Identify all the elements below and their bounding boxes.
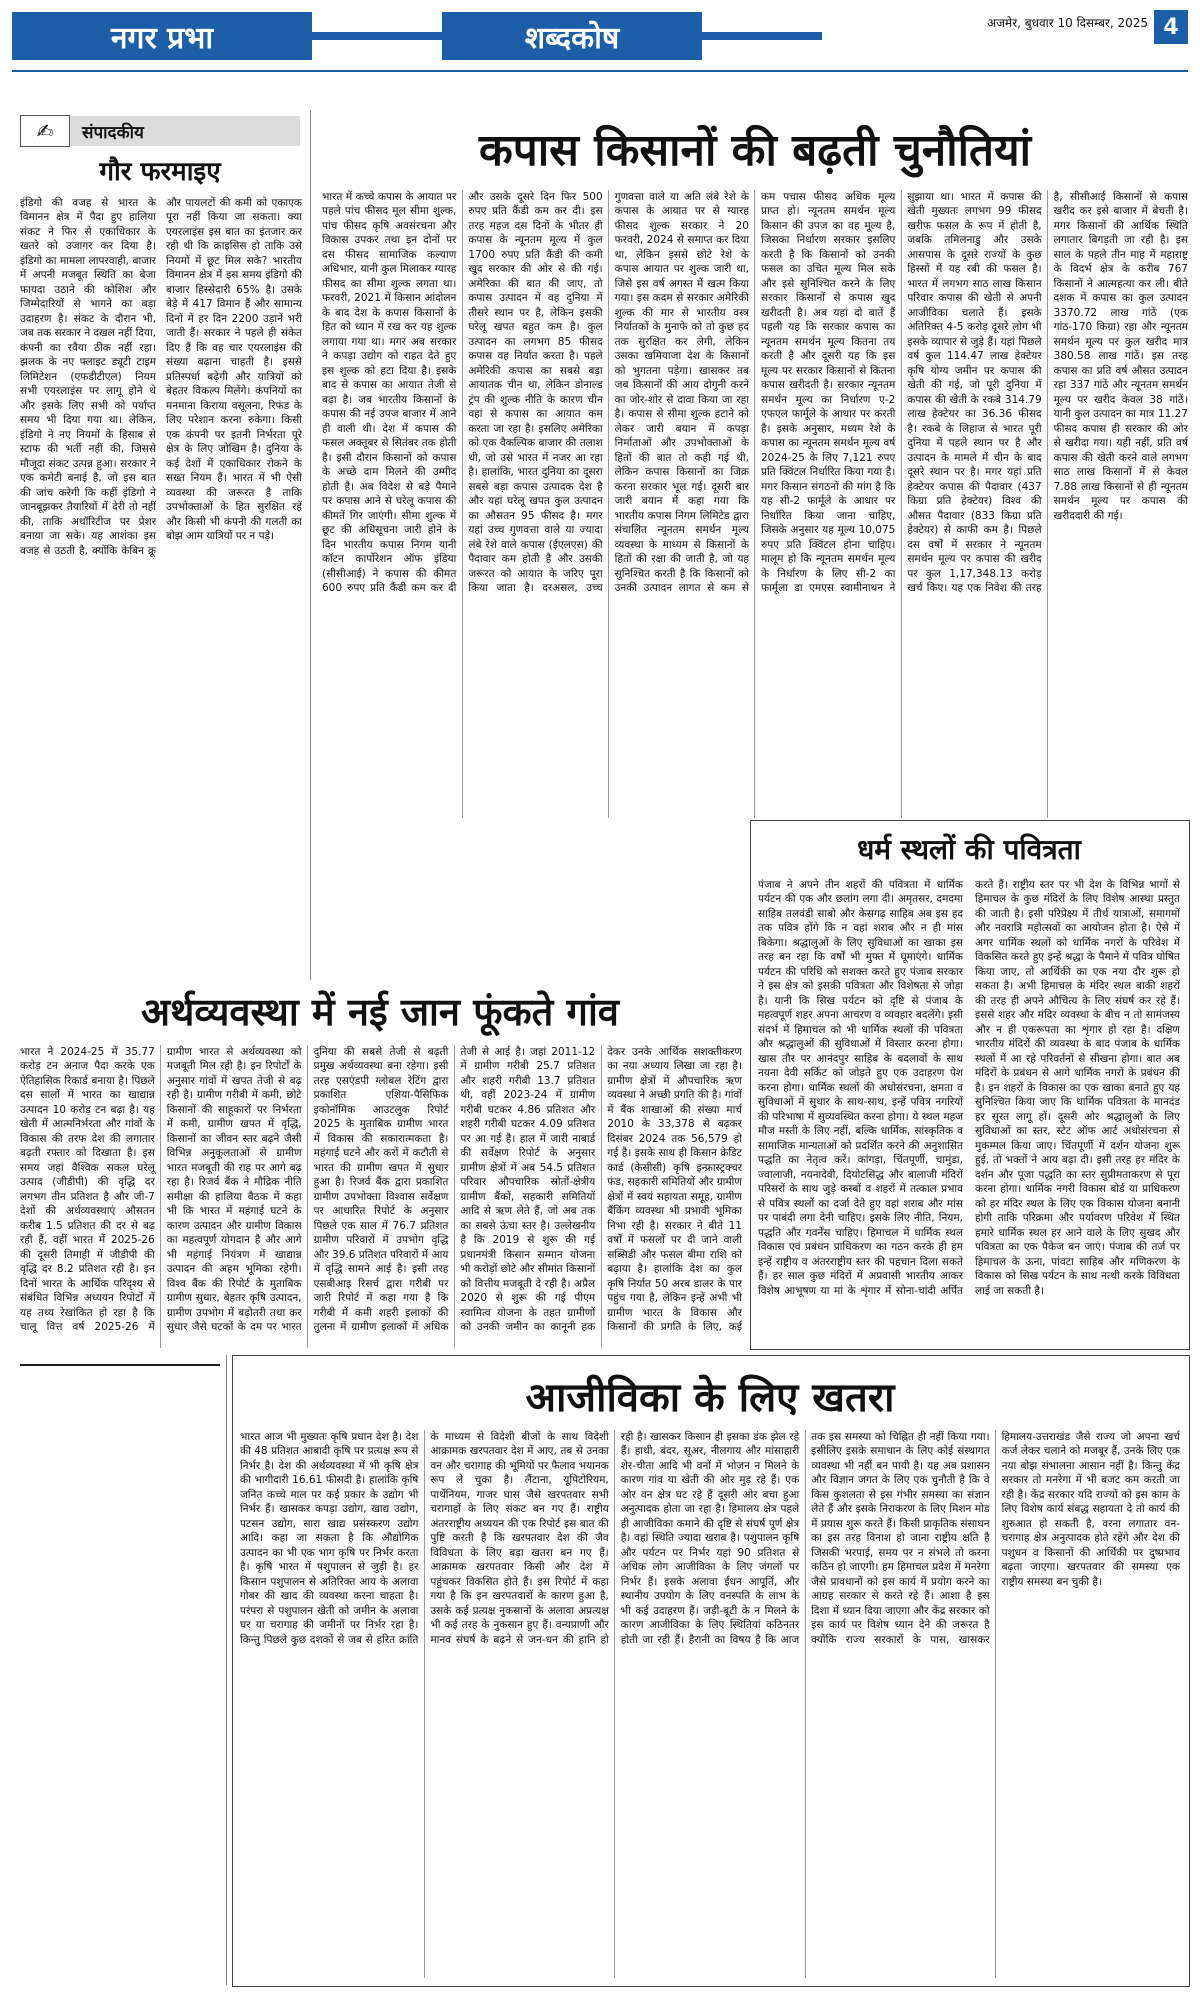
page-header — [12, 8, 1188, 64]
article-villages-body-top — [20, 1045, 742, 1348]
header-stripe-right — [702, 32, 822, 40]
section-title-mid: शब्दकोष — [442, 12, 702, 60]
pen-icon: ✍ — [20, 115, 70, 147]
column-separator — [310, 110, 311, 980]
article-livelihood-body — [240, 1430, 1180, 1978]
column-separator-bottom — [226, 1355, 227, 1985]
article-religious-title: धर्म स्थलों की पवित्रता — [857, 833, 1081, 866]
continuation-rule — [20, 1364, 220, 1366]
page-number: 4 — [1154, 10, 1188, 44]
article-religious-body — [758, 878, 1180, 1342]
editorial-text: इंडिगो की वजह से भारत के विमानन क्षेत्र में पैदा हुए हालिया संकट ने फिर से एकाधिकार के खतरे को उजागर कर दिया है। इंडिगो का मामला लापरवाही, बाजार में अपनी मजबूत स्थिति का बेजा फायदा उठाने की कोशिश और जिम्मेदारियों से भागने का बड़ा उदाहरण है। संकट के दौरान भी, जब तक सरकार ने दखल नहीं दिया, कंपनी का रवैया ठीक नहीं रहा। झलक के नए फ्लाइट ड्यूटी टाइम लिमिटेशन (एफडीटीएल) नियम सभी एयरलाइंस पर लागू होने थे और इसके लिए सभी को पर्याप्त समय भी दिया गया था। लेकिन, इंडिगो ने नए नियमों के हिसाब से स्टाफ की भर्ती नहीं की, जिससे मौजूदा संकट उत्पन्न हुआ। सरकार ने एक कमेटी बनाई है, जो इस बात की जांच करेगी कि कहीं इंडिगो ने जानबूझकर तैयारियों में देरी तो नहीं की, ताकि अथॉरिटीज पर प्रेशर बनाया जा सके। यह आशंका इस वजह से उठती है, क्योंकि केबिन क्रू और पायलटों की कमी को एकाएक पूरा नहीं किया जा सकता। क्या एयरलाइंस इस बात का इंतजार कर रही थी कि क्राइसिस हो ताकि उसे नियमों में छूट मिल सके? भारतीय विमानन क्षेत्र में इस समय इंडिगो की बाजार हिस्सेदारी 65% है। उसके बेड़े में 417 विमान हैं और सामान्य दिनों में हर दिन 2200 उड़ानें भरी जाती हैं। सरकार ने पहले ही संकेत दिए हैं कि वह चार एयरलाइंस की संख्या बढ़ाना चाहती है। इससे प्रतिस्पर्धा बढ़ेगी और यात्रियों को बेहतर विकल्प मिलेंगे। कंपनियों का मनमाना किराया वसूलना, रिफंड के लिए परेशान करना रुकेगा। किसी एक कंपनी पर इतनी निर्भरता पूरे क्षेत्र के लिए जोखिम है। दुनिया के कई देशों में एकाधिकार रोकने के सख्त नियम हैं। भारत में भी ऐसी व्यवस्था की जरूरत है ताकि उपभोक्ताओं के हित सुरक्षित रहें और किसी भी कंपनी की गलती का बोझ आम यात्रियों पर न पड़े। — [20, 197, 302, 557]
section-title-left: नगर प्रभा — [12, 12, 312, 60]
article-villages-continued — [20, 1358, 220, 1984]
editorial-label: संपादकीय — [82, 122, 144, 143]
header-stripe — [312, 32, 442, 40]
article-cotton-text: भारत में कच्चे कपास के आयात पर पहले पांच फीसद मूल सीमा शुल्क, पांच फीसद कृषि अवसंरचना और विकास उपकर तथा इन दोनों पर दस फीसद सामाजिक कल्याण अधिभार, यानी कुल मिलाकर ग्यारह फीसद का सीमा शुल्क लगता था। फरवरी, 2021 में किसान आंदोलन के बाद देश के कपास किसानों के हित को ध्यान में रख कर यह शुल्क लगाया गया था। मगर अब सरकार ने कपड़ा उद्योग को राहत देते हुए इस शुल्क को हटा दिया है। इसके बाद से कपास का आयात तेजी से बढ़ा है। जब भारतीय किसानों के कपास की नई उपज बाजार में आने ही वाली थी। देश में कपास की फसल अक्तूबर से सितंबर तक होती है। इसी दौरान किसानों को कपास के अच्छे दाम मिलने की उम्मीद होती है। अब विदेश से बड़े पैमाने पर कपास आने से घरेलू कपास की कीमतें गिर जाएंगी। सीमा शुल्क में छूट की अधिसूचना जारी होने के दिन भारतीय कपास निगम यानी कॉटन कार्पोरेशन ऑफ इंडिया (सीसीआई) ने कपास की कीमत 600 रुपए प्रति कैंडी कम कर दी और उसके दूसरे दिन फिर 500 रुपए प्रति कैंडी कम कर दी। इस तरह महज दस दिनों के भीतर ही कपास के न्यूनतम मूल्य में कुल 1700 रुपए प्रति कैंडी की कमी खुद सरकार की ओर से की गई। अमेरिका की बात की जाए, तो कपास उत्पादन में वह दुनिया में तीसरे स्थान पर है, लेकिन इसकी घरेलू खपत बहुत कम है। कुल उत्पादन का लगभग 85 फीसद कपास वह निर्यात करता है। पहले अमेरिकी कपास का सबसे बड़ा आयातक चीन था, लेकिन डोनाल्ड ट्रंप की शुल्क नीति के कारण चीन वहां से कपास का आयात कम करता जा रहा है। इसलिए अमेरिका को एक वैकल्पिक बाजार की तलाश थी, जो उसे भारत में नजर आ रहा है। हालांकि, भारत दुनिया का दूसरा सबसे बड़ा कपास उत्पादक देश है और यहां घरेलू खपत कुल उत्पादन का औसतन 95 फीसद है। मगर यहां उच्च गुणवत्ता वाले या ज्यादा लंबे रेशे वाले कपास (ईएलएस) की पैदावार कम होती है और उसकी जरूरत को आयात के जरिए पूरा किया जाता है। दरअसल, उच्च गुणवत्ता वाले या अति लंबे रेशे के कपास के आयात पर से ग्यारह फीसद शुल्क सरकार ने 20 फरवरी, 2024 से समाप्त कर दिया था, लेकिन इससे छोटे रेशे के कपास आयात पर शुल्क जारी था, जिसे इस वर्ष अगस्त में खत्म किया गया। इस कदम से सरकार अमेरिकी शुल्क की मार से भारतीय वस्त्र निर्यातकों के मुनाफे को तो कुछ हद तक सुरक्षित कर लेगी, लेकिन उसका खमियाजा देश के किसानों को भुगतना पड़ेगा। खासकर तब जब किसानों की आय दोगुनी करने का जोर-शोर से दावा किया जा रहा है। कपास से सीमा शुल्क हटाने को लेकर जारी बयान में कपड़ा निर्माताओं और उपभोक्ताओं के हितों की बात तो कही गई थी, लेकिन कपास किसानों का जिक्र करना सरकार भूल गई। दूसरी बार जारी बयान में कहा गया कि भारतीय कपास निगम लिमिटेड द्वारा संचालित न्यूनतम समर्थन मूल्य व्यवस्था के माध्यम से किसानों के हितों की रक्षा की जाती है, जो यह सुनिश्चित करती है कि किसानों को उनकी उत्पादन लागत से कम से कम पचास फीसद अधिक मूल्य प्राप्त हो। न्यूनतम समर्थन मूल्य किसान की उपज का वह मूल्य है, जिसका निर्धारण सरकार इसलिए करती है कि किसानों को उनकी फसल का उचित मूल्य मिल सके और इसे सुनिश्चित करने के लिए सरकार किसानों से कपास खुद खरीदती है। अब यहां दो बातें हैं पहली यह कि सरकार कपास का न्यूनतम समर्थन मूल्य कितना तय करती है और दूसरी यह कि इस मूल्य पर सरकार किसानों से कितना कपास खरीदती है। सरकार न्यूनतम समर्थन मूल्य का निर्धारण ए-2 एफएल फार्मूले के आधार पर करती है। इसके अनुसार, मध्यम रेशे के कपास का न्यूनतम समर्थन मूल्य वर्ष 2024-25 के लिए 7,121 रुपए प्रति क्विंटल निर्धारित किया गया है। मगर किसान संगठनों की मांग है कि यह सी-2 फार्मूले के आधार पर निर्धारित किया जाना चाहिए, जिसके अनुसार यह मूल्य 10,075 रुपए प्रति क्विंटल होना चाहिए। मालूम हो कि न्यूनतम समर्थन मूल्य के निर्धारण के लिए सी-2 का फार्मूला डा एमएस स्वामीनाथन ने सुझाया था। भारत में कपास की खेती मुख्यतः लगभग 99 फीसद खरीफ फसल के रूप में होती है, जबकि तमिलनाडु और उसके आसपास के दूसरे राज्यों के कुछ हिस्सों में यह रबी की फसल है। भारत में लगभग साठ लाख किसान परिवार कपास की खेती से अपनी आजीविका चलाते हैं। इसके अतिरिक्त 4-5 करोड़ दूसरे लोग भी इसके व्यापार से जुड़े हैं। यहां पिछले वर्ष कुल 114.47 लाख हेक्टेयर कृषि योग्य जमीन पर कपास की खेती की गई, जो पूरी दुनिया में कपास की खेती के रकबे 314.79 लाख हेक्टेयर का 36.36 फीसद है। रकबे के लिहाज से भारत पूरी दुनिया में पहले स्थान पर है और उत्पादन के मामले में चीन के बाद दूसरे स्थान पर है। मगर यहां प्रति हेक्टेयर कपास की पैदावार (437 किग्रा प्रति हेक्टेयर) विश्व की औसत पैदावार (833 किग्रा प्रति हेक्टेयर) से काफी कम है। पिछले दस वर्षों में सरकार ने न्यूनतम समर्थन मूल्य पर कपास की खरीद पर कुल 1,17,348.13 करोड़ खर्च किए। यह एक निवेश की तरह है, सीसीआई किसानों से कपास खरीद कर इसे बाजार में बेचती है। मगर किसानों की आर्थिक स्थिति लगातार बिगड़ती जा रही है। इस साल के पहले तीन माह में महाराष्ट्र के विदर्भ क्षेत्र के करीब 767 किसानों ने आत्महत्या कर ली। बीते दशक में कपास का कुल उत्पादन 3370.72 लाख गांठें (एक गांठ-170 किग्रा) रहा और न्यूनतम समर्थन मूल्य पर कुल खरीद मात्र 380.58 लाख गांठें। इस तरह कपास का प्रति वर्ष औसत उत्पादन रहा 337 गांठें और न्यूनतम समर्थन मूल्य पर खरीद केवल 38 गांठें। यानी कुल उत्पादन का मात्र 11.27 फीसद कपास ही सरकार की ओर से खरीदा गया। यही नहीं, प्रति वर्ष कपास की खेती करने वाले लगभग साठ लाख किसानों में से केवल 7.88 लाख किसानों से ही न्यूनतम समर्थन मूल्य पर कपास की खरीददारी की गई। — [322, 191, 1188, 595]
article-villages-title: अर्थव्यवस्था में नई जान फूंकते गांव — [141, 989, 619, 1034]
article-livelihood-text: भारत आज भी मुख्यतः कृषि प्रधान देश है। देश की 48 प्रतिशत आबादी कृषि पर प्रत्यक्ष रूप से निर्भर है। देश की अर्थव्यवस्था में भी कृषि क्षेत्र की भागीदारी 16.61 फीसदी है। हालांकि कृषि जनित कच्चे माल पर कई प्रकार के उद्योग भी निर्भर हैं। खासकर कपड़ा उद्योग, खाद्य उद्योग, पटसन उद्योग, सारा खाद्य प्रसंस्करण उद्योग आदि। कहा जा सकता है कि औद्योगिक उत्पादन का भी एक भाग कृषि पर निर्भर करता है। कृषि भारत में पशुपालन से जुड़ी है। हर किसान पशुपालन से अतिरिक्त आय के अलावा गोबर की खाद की व्यवस्था करना चाहता है। परंपरा से पशुपालन खेती को जमीन के अलावा घर या चरागाह की जमीनों पर निर्भर रहा है। किन्तु पिछले कुछ दशकों से जब से हरित क्रांति के माध्यम से विदेशी बीजों के साथ विदेशी आक्रामक खरपतवार देश में आए, तब से उनका वन और चरागाह की भूमियों पर फैलाव भयानक रूप ले चुका है। लैंटाना, यूपिटोरियम, पार्थेनियम, गाजर घास जैसे खरपतवार सभी चरागाहों के लिए संकट बन गए हैं। राष्ट्रीय अंतरराष्ट्रीय अध्ययन की एक रिपोर्ट इस बात की पुष्टि करती है कि खरपतवार देश की जैव विविधता के लिए बड़ा खतरा बन गए हैं। आक्रामक खरपतवार किसी और देश में पहुंचकर विकसित होते हैं। इस रिपोर्ट में कहा गया है कि इन खरपतवारों के कारण हुआ है, उसके कई प्रत्यक्ष नुकसानों के अलावा अप्रत्यक्ष भी कई तरह के नुकसान हुए हैं। वन्यप्राणी और मानव संघर्ष के बढ़ने से जन-धन की हानि हो रही है। खासकर किसान ही इसका डंक झेल रहे हैं। हाथी, बंदर, सूअर, नीलगाय और मांसाहारी शेर-चीता आदि भी वनों में भोजन न मिलने के कारण गांव या खेती की ओर मुड़ रहे हैं। एक ओर वन क्षेत्र घट रहे हैं दूसरी ओर बचा हुआ अनुत्पादक होता जा रहा है। हिमालय क्षेत्र पहले ही आजीविका कमाने की दृष्टि से संघर्ष पूर्ण क्षेत्र है। वहां स्थिति ज्यादा खराब है। पशुपालन कृषि और पर्यटन पर निर्भर यहां 90 प्रतिशत से अधिक लोग आजीविका के लिए जंगलों पर निर्भर हैं। इसके अलावा ईंधन आपूर्ति, और स्थानीय उपयोग के लिए वनस्पति के लाभ के भी कई उदाहरण हैं। जड़ी-बूटी के न मिलने के कारण आजीविका के लिए स्थितियां कठिनतर होती जा रही हैं। हैरानी का विषय है कि आज तक इस समस्या को चिह्नित ही नहीं किया गया। इसीलिए इसके समाधान के लिए कोई संस्थागत व्यवस्था भी नहीं बन पायी है। यह अब प्रशासन और विज्ञान जगत के लिए एक चुनौती है कि वे किस कुशलता से इस गंभीर समस्या का संज्ञान लेते हैं और इसके निराकरण के लिए मिशन मोड में प्रयास शुरू करते हैं। किसी प्राकृतिक संसाधन का इस तरह विनाश हो जाना राष्ट्रीय क्षति है जिसकी भरपाई, समय पर न संभले तो करना कठिन हो जाएगी। हम हिमाचल प्रदेश में मनरेगा जैसे प्रावधानों को इस कार्य में प्रयोग करने का आग्रह सरकार से करते रहे हैं। आशा है इस दिशा में ध्यान दिया जाएगा और केंद्र सरकार को इस कार्य पर विशेष ध्यान देने की जरूरत है क्योंकि राज्य सरकारों के पास, खासकर हिमालय-उत्तराखंड जैसे राज्य जो अपना खर्च कर्ज लेकर चलाने को मजबूर हैं, उनके लिए एक नया बोझ संभालना आसान नहीं है। किन्तु केंद्र सरकार तो मनरेगा में भी बजट कम करती जा रही है। केंद्र सरकार यदि राज्यों को इस काम के लिए विशेष कार्य संबद्ध सहायता दे तो कार्य की शुरुआत हो सकती है, वरना लगातार वन-चरागाह क्षेत्र अनुत्पादक होते रहेंगे और देश की पशुधन व किसानों की आर्थिकी पर दुष्प्रभाव बढ़ता जाएगा। खरपतवार की समस्या एक राष्ट्रीय समस्या बन चुकी है। — [240, 1431, 1180, 1646]
editorial-title: गौर फरमाइए — [99, 157, 221, 187]
editorial-body — [20, 196, 302, 976]
article-religious-text: पंजाब ने अपने तीन शहरों की पवित्रता में धार्मिक पर्यटन की एक और छलांग लगा दी। अमृतसर, दमदमा साहिब तलवंडी साबो और केसगढ़ साहिब अब इस हद तक पवित्र होंगे कि न वहां शराब और न ही मांस बिकेगा। श्रद्धालुओं के लिए सुविधाओं का खाका इस तरह बन रहा कि वर्षों भी मुफ्त में घूमाएंगे। धार्मिक पर्यटन की परिधि को सशक्त करते हुए पंजाब सरकार ने इस क्षेत्र को इसकी पवित्रता और विशेषता से जोड़ा है। यानी कि सिख पर्यटन को दृष्टि से पंजाब के महत्वपूर्ण शहर अपना आचरण व व्यवहार बदलेंगे। इसी संदर्भ में हिमाचल को भी धार्मिक स्थलों की पवित्रता और श्रद्धालुओं की सुविधाओं में विस्तार करना होगा। खास तौर पर आनंदपुर साहिब के बदलावों के साथ नयना देवी सर्किट को जोड़ते हुए एक उदाहरण पेश करना होगा। धार्मिक स्थलों की अधोसंरचना, क्षमता व सुविधाओं में सुधार के साथ-साथ, इन्हें पवित्र नगरियों की परिभाषा में सुव्यवस्थित करना होगा। ये स्थल महज मौज मस्ती के लिए नहीं, बल्कि धार्मिक, सांस्कृतिक व सामाजिक मान्यताओं को प्रदर्शित करने की अनुशासित पद्धति का नेतृत्व करें। कांगड़ा, चिंतपूर्णी, चामुंडा, ज्वालाजी, नयनादेवी, दियोटसिद्ध और बालाजी मंदिरों परिसरों के साथ जुड़े कस्बों व शहरों में तत्काल प्रभाव से पवित्र स्थलों का दर्जा देते हुए वहां शराब और मांस पर पाबंदी लगा देनी चाहिए। इसके लिए नीति, नियम, पद्धति और गवर्नेंस चाहिए। हिमाचल में धार्मिक स्थल विकास एवं प्रबंधन प्राधिकरण का गठन करके ही हम इन्हें राष्ट्रीय व अंतरराष्ट्रीय स्तर की पहचान दिला सकते हैं। हर साल कुछ मंदिरों में अप्रवासी भारतीय आकर विशेष आभूषण या मां के शृंगार में सोना-चांदी अर्पित करते हैं। राष्ट्रीय स्तर पर भी देश के विभिन्न भागों से हिमाचल के कुछ मंदिरों के लिए विशेष आस्था प्रस्तुत की जाती है। इसी परिप्रेक्ष्य में तीर्थ यात्राओं, समागमों और नवरात्रि महोत्सवों का आयोजन होता है। ऐसे में अगर धार्मिक स्थलों को धार्मिक नगरों के परिवेश में विकसित करते हुए इन्हें श्रद्धा के पैमाने में पवित्र घोषित किया जाए, तो आर्थिकी का एक नया दौर शुरू हो सकता है। अभी हिमाचल के मंदिर स्थल बाकी शहरों की तरह ही अपने औचित्य के लिए संघर्ष कर रहे हैं। इससे शहर और मंदिर व्यवस्था के बीच न तो सामंजस्य और न ही एकरूपता का शृंगार हो रहा है। दक्षिण भारतीय मंदिरों की व्यवस्था के बाद पंजाब के धार्मिक स्थलों में आ रहे परिवर्तनों से सीखना होगा। बात अब मंदिरों के प्रबंधन से आगे धार्मिक नगरों के प्रबंधन की है। इन शहरों के विकास का एक खाका बनाते हुए यह सुनिश्चित किया जाए कि धार्मिक पवित्रता के मानदंड हर सूरत लागू हों। दूसरी ओर श्रद्धालुओं के लिए सुविधाओं का स्तर, स्टेट ऑफ आर्ट अधोसंरचना से मुकम्मल किया जाए। चिंतपूर्णी में दर्शन योजना शुरू हुई, तो भक्तों ने आय बढ़ा दी। इसी तरह हर मंदिर के दर्शन और पूजा पद्धति का स्तर सुप्रीमताकरण से पूरा करना होगा। धार्मिक नगरी विकास बोर्ड या प्राधिकरण को हर मंदिर स्थल के लिए एक विकास योजना बनानी होगी ताकि परिक्रमा और पर्यावरण परिवेश में स्थित हमारे धार्मिक स्थल हर आने वाले के लिए सुखद और पवित्रता का एक पैकेज बन जाएं। पंजाब की तर्ज पर हिमाचल के ऊना, पांवटा साहिब और मणिकरण के विकास को सिख पर्यटन के साथ नत्थी करके विविधता लाई जा सकती है। — [758, 879, 1180, 1297]
header-rule — [12, 70, 1188, 72]
article-livelihood-title: आजीविका के लिए खतरा — [525, 1374, 895, 1421]
date-line: अजमेर, बुधवार 10 दिसम्बर, 2025 — [986, 16, 1148, 30]
article-villages-text: भारत ने 2024-25 में 35.77 करोड़ टन अनाज पैदा करके एक ऐतिहासिक रिकार्ड बनाया है। पिछले दस सालों में भारत का खाद्यान्न उत्पादन 10 करोड़ टन बढ़ा है। यह खेती में आत्मनिर्भरता और गांवों के विकास की तरफ देश की लगातार बढ़ती रफ्तार को दिखाता है। इस समय जहां वैश्विक सकल घरेलू उत्पाद (जीडीपी) की वृद्धि दर लगभग तीन प्रतिशत है और जी-7 देशों की अर्थव्यवस्थाएं औसतन करीब 1.5 प्रतिशत की दर से बढ़ रही हैं, वहीं भारत में 2025-26 की दूसरी तिमाही में जीडीपी की वृद्धि दर 8.2 प्रतिशत रही है। इन दिनों भारत के आर्थिक परिदृश्य से संबंधित विभिन्न अध्ययन रिपोर्टों में यह तथ्य रेखांकित हो रहा है कि चालू वित्त वर्ष 2025-26 में ग्रामीण भारत से अर्थव्यवस्था को मजबूती मिल रही है। इन रिपोर्टों के अनुसार गांवों में खपत तेजी से बढ़ रही है। ग्रामीण गरीबी में कमी, छोटे किसानों की साहूकारों पर निर्भरता में कमी, ग्रामीण खपत में वृद्धि, किसानों का जीवन स्तर बढ़ने जैसी विभिन्न अनुकूलताओं से ग्रामीण भारत मजबूती की राह पर आगे बढ़ रहा है। रिजर्व बैंक ने मौद्रिक नीति समीक्षा की हालिया बैठक में कहा भी कि भारत में महंगाई घटने के कारण उत्पादन और ग्रामीण विकास का महत्वपूर्ण योगदान है और आगे भी महंगाई नियंत्रण में खाद्यान्न उत्पादन की अहम भूमिका रहेगी। विश्व बैंक की रिपोर्ट के मुताबिक ग्रामीण सुधार, बेहतर कृषि उत्पादन, ग्रामीण उपभोग में बढ़ोतरी तथा कर सुधार जैसे घटकों के दम पर भारत दुनिया की सबसे तेजी से बढ़ती प्रमुख अर्थव्यवस्था बना रहेगा। इसी तरह एसएंडपी ग्लोबल रेटिंग द्वारा प्रकाशित एशिया-पैसिफिक इकोनॉमिक आउटलुक रिपोर्ट 2025 के मुताबिक ग्रामीण भारत में विकास की सकारात्मकता है। महंगाई घटने और करों में कटौती से भारत की ग्रामीण खपत में सुधार हुआ है। रिजर्व बैंक द्वारा प्रकाशित ग्रामीण उपभोक्ता विश्वास सर्वेक्षण पर आधारित रिपोर्ट के अनुसार पिछले एक साल में 76.7 प्रतिशत ग्रामीण परिवारों में उपभोग वृद्धि और 39.6 प्रतिशत परिवारों में आय में वृद्धि सामने आई है। इसी तरह एसबीआइ रिसर्च द्वारा गरीबी पर जारी रिपोर्ट में कहा गया है कि गरीबी में कमी शहरी इलाकों की तुलना में ग्रामीण इलाकों में अधिक तेजी से आई है। जहां 2011-12 में ग्रामीण गरीबी 25.7 प्रतिशत और शहरी गरीबी 13.7 प्रतिशत थी, वहीं 2023-24 में ग्रामीण गरीबी घटकर 4.86 प्रतिशत और शहरी गरीबी घटकर 4.09 प्रतिशत पर आ गई है। हाल में जारी नाबार्ड की सर्वेक्षण रिपोर्ट के अनुसार ग्रामीण क्षेत्रों में अब 54.5 प्रतिशत परिवार औपचारिक स्रोतों-क्षेत्रीय ग्रामीण बैंकों, सहकारी समितियों आदि से ऋण लेते हैं, जो अब तक का सबसे ऊंचा स्तर है। उल्लेखनीय है कि 2019 से शुरू की गई प्रधानमंत्री किसान सम्मान योजना भी करोड़ों छोटे और सीमांत किसानों को वित्तीय मजबूती दे रही है। अप्रैल 2020 से शुरू की गई पीएम स्वामित्व योजना के तहत ग्रामीणों को उनकी जमीन का कानूनी हक देकर उनके आर्थिक सशक्तीकरण का नया अध्याय लिखा जा रहा है। ग्रामीण क्षेत्रों में औपचारिक ऋण व्यवस्था ने अच्छी प्रगति की है। गांवों में बैंक शाखाओं की संख्या मार्च 2010 के 33,378 से बढ़कर दिसंबर 2024 तक 56,579 हो गई है। इसके साथ ही किसान क्रेडिट कार्ड (केसीसी) कृषि इन्फ्रास्ट्रक्चर फंड, सहकारी समितियों और ग्रामीण क्षेत्रों में स्वयं सहायता समूह, ग्रामीण बैंकिंग व्यवस्था भी प्रभावी भूमिका निभा रही है। सरकार ने बीते 11 वर्षों में फसलों पर दी जाने वाली सब्सिडी और फसल बीमा राशि को बढ़ाया है। हालांकि देश का कुल कृषि निर्यात 50 अरब डालर के पार पहुंच गया है, लेकिन इन्हें अभी भी ग्रामीण भारत के विकास और किसानों की प्रगति के लिए, कई — [20, 1046, 742, 1334]
editorial-tag — [20, 116, 300, 146]
article-cotton-title: कपास किसानों की बढ़ती चुनौतियां — [478, 125, 1032, 176]
article-cotton-body — [322, 190, 1188, 818]
